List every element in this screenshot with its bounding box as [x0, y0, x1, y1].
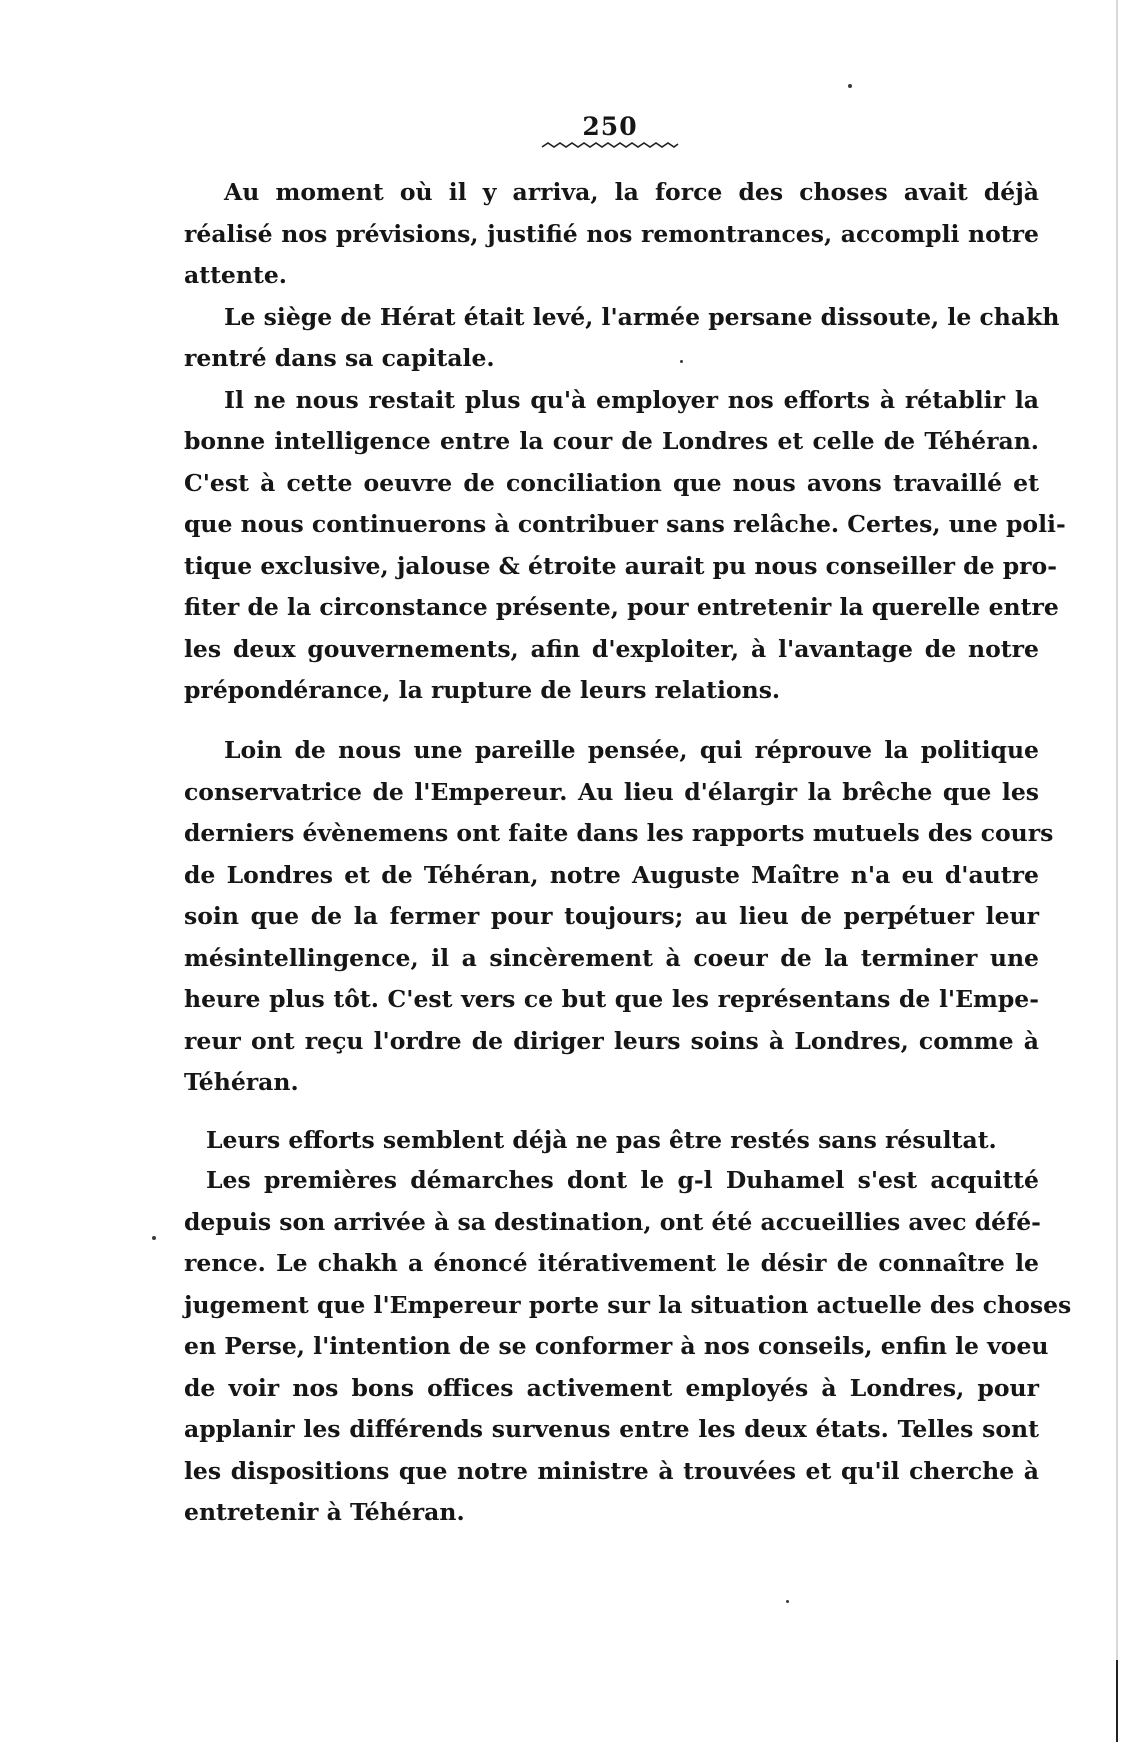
paragraph [184, 172, 1066, 712]
text-line: bonne intelligence entre la cour de Londres et celle de Téhéran. [184, 427, 1039, 455]
print-speck [786, 1600, 789, 1603]
ornamental-wave-icon [540, 141, 680, 151]
text-line: Il ne nous restait plus qu'à employer nos efforts à rétablir la [224, 385, 1039, 414]
text-line: rentré dans sa capitale. [184, 344, 495, 372]
text-line: reur ont reçu l'ordre de diriger leurs soins à Londres, comme à [184, 1026, 1039, 1055]
page-edge-dark-mark [1116, 1660, 1118, 1742]
text-line: fiter de la circonstance présente, pour entretenir la querelle entre [184, 593, 1059, 621]
text-line: que nous continuerons à contribuer sans relâche. Certes, une poli- [184, 510, 1066, 538]
page-number: 250 [582, 112, 638, 141]
text-line: de Londres et de Téhéran, notre Auguste Maître n'a eu d'autre [184, 860, 1039, 889]
text-line: derniers évènemens ont faite dans les rapports mutuels des cours [184, 819, 1054, 847]
text-line: prépondérance, la rupture de leurs relations. [184, 676, 781, 704]
text-line: depuis son arrivée à sa destination, ont été accueillies avec défé- [184, 1207, 1041, 1236]
paragraph [184, 1120, 1039, 1162]
text-line: Les premières démarches dont le g-l Duhamel s'est acquitté [206, 1166, 1039, 1194]
text-line: soin que de la fermer pour toujours; au lieu de perpétuer leur [184, 902, 1039, 930]
text-line: Au moment où il y arriva, la force des choses avait déjà [224, 178, 1039, 206]
print-speck [152, 1236, 156, 1240]
text-line: Leurs efforts semblent déjà ne pas être restés sans résultat. [206, 1126, 997, 1154]
text-line: rence. Le chakh a énoncé itérativement le désir de connaître le [184, 1249, 1039, 1277]
text-line: conservatrice de l'Empereur. Au lieu d'élargir la brêche que les [184, 777, 1039, 806]
text-line: jugement que l'Empereur porte sur la situation actuelle des choses [184, 1290, 1072, 1319]
text-line: les dispositions que notre ministre à trouvées et qu'il cherche à [184, 1456, 1039, 1485]
paragraph [184, 1160, 1072, 1534]
text-line: de voir nos bons offices activement employés à Londres, pour [184, 1373, 1039, 1402]
text-line: mésintellingence, il a sincèrement à coeur de la terminer une [184, 943, 1039, 972]
print-speck [848, 84, 852, 88]
text-line: réalisé nos prévisions, justifié nos remontrances, accompli notre [184, 219, 1039, 248]
text-line: Téhéran. [184, 1068, 299, 1096]
text-line: Le siège de Hérat était levé, l'armée persane dissoute, le chakh [224, 302, 1060, 331]
text-line: Loin de nous une pareille pensée, qui réprouve la politique [224, 736, 1039, 764]
text-line: attente. [184, 261, 287, 289]
text-line: entretenir à Téhéran. [184, 1498, 465, 1526]
text-line: tique exclusive, jalouse & étroite aurait pu nous conseiller de pro- [184, 551, 1057, 580]
text-line: heure plus tôt. C'est vers ce but que les représentans de l'Empe- [184, 985, 1039, 1013]
page-number-header [520, 112, 700, 151]
page-edge-shadow [1116, 0, 1118, 1742]
text-line: applanir les différends survenus entre les deux états. Telles sont [184, 1415, 1039, 1443]
paragraph [184, 730, 1054, 1104]
text-line: les deux gouvernements, afin d'exploiter, à l'avantage de notre [184, 634, 1039, 663]
text-line: en Perse, l'intention de se conformer à nos conseils, enfin le voeu [184, 1332, 1049, 1360]
text-line: C'est à cette oeuvre de conciliation que nous avons travaillé et [184, 468, 1039, 497]
